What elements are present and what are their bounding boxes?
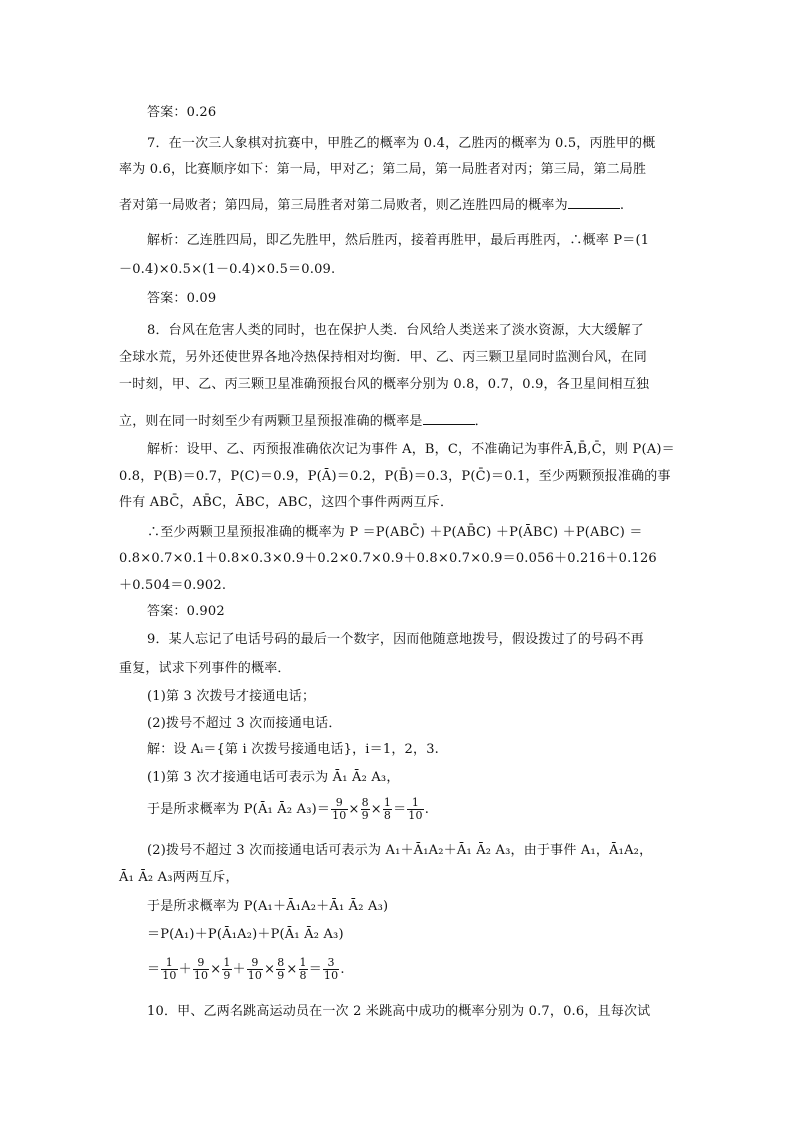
q8-solution-line-3: 件有 ABC̄，AB̄C，ĀBC，ABC，这四个事件两两互斥． bbox=[119, 495, 454, 510]
q8-line-2: 全球水荒，另外还使世界各地冷热保持相对均衡．甲、乙、丙三颗卫星同时监测台风，在同 bbox=[119, 350, 648, 365]
fraction bbox=[361, 797, 370, 822]
fraction-denominator: 10 bbox=[332, 809, 347, 822]
q7-solution-line-1: 解析：乙连胜四局，即乙先胜甲，然后胜丙，接着再胜甲，最后再胜丙，∴概率 P＝(1 bbox=[147, 233, 650, 248]
q7-tail: . bbox=[619, 198, 625, 213]
fraction-operator: × bbox=[264, 962, 276, 977]
fraction bbox=[383, 797, 392, 822]
fraction-numerator: 1 bbox=[383, 796, 392, 809]
q8-solution-line-4: ∴至少两颗卫星预报准确的概率为 P ＝P(ABC̄) ＋P(AB̄C) ＋P(ĀBC) ＋P(ABC) ＝ bbox=[147, 525, 643, 540]
q7-line-3 bbox=[119, 196, 624, 215]
fraction-numerator: 8 bbox=[361, 796, 369, 809]
fraction-operator: × bbox=[286, 962, 298, 977]
fraction-operator: × bbox=[210, 962, 222, 977]
fraction-denominator: 9 bbox=[277, 969, 285, 982]
q8-tail: ． bbox=[474, 414, 488, 429]
answer-8: 答案：0.902 bbox=[147, 604, 225, 619]
q8-line-4 bbox=[119, 412, 488, 431]
fraction-denominator: 9 bbox=[223, 969, 231, 982]
fraction bbox=[222, 957, 231, 982]
q9-1-tail: . bbox=[424, 802, 430, 817]
q7-solution-line-2: －0.4)×0.5×(1－0.4)×0.5＝0.09. bbox=[119, 262, 336, 277]
q8-line-3: 一时刻，甲、乙、丙三颗卫星准确预报台风的概率分别为 0.8，0.7，0.9，各卫星间相互独 bbox=[119, 377, 650, 392]
fraction-operator: ＝ bbox=[308, 962, 322, 977]
fraction bbox=[276, 957, 285, 982]
fraction-numerator: 1 bbox=[223, 956, 231, 969]
q9-solution-line-3-text: 于是所求概率为 P(Ā₁ Ā₂ A₃)＝ bbox=[147, 802, 331, 817]
q8-line-1: 8．台风在危害人类的同时，也在保护人类．台风给人类送来了淡水资源，大大缓解了 bbox=[147, 323, 644, 338]
q9-solution-line-3 bbox=[147, 797, 429, 822]
fraction-denominator: 8 bbox=[299, 969, 307, 982]
q9-part-1: (1)第 3 次拨号才接通电话； bbox=[147, 689, 316, 704]
fraction-denominator: 9 bbox=[361, 809, 369, 822]
q9-solution-line-8 bbox=[147, 957, 345, 982]
fraction bbox=[247, 957, 263, 982]
fraction-numerator: 9 bbox=[193, 957, 209, 970]
fraction-numerator: 3 bbox=[323, 957, 339, 970]
q7-line-1: 7．在一次三人象棋对抗赛中，甲胜乙的概率为 0.4，乙胜丙的概率为 0.5，丙胜甲的概 bbox=[147, 136, 656, 151]
q9-solution-line-5: Ā₁ Ā₂ A₃两两互斥， bbox=[119, 870, 239, 885]
fraction-numerator: 8 bbox=[277, 956, 285, 969]
fraction-numerator: 1 bbox=[407, 797, 423, 810]
q8-solution-line-6: ＋0.504＝0.902. bbox=[119, 578, 227, 593]
fraction bbox=[331, 797, 347, 822]
fraction-operator: ＋ bbox=[232, 962, 246, 977]
q9-solution-line-1: 解：设 Aᵢ＝{第 i 次拨号接通电话}，i＝1，2，3. bbox=[147, 742, 440, 757]
fraction bbox=[323, 957, 339, 982]
q9-fraction-expression-1 bbox=[330, 796, 425, 822]
fraction-denominator: 10 bbox=[162, 969, 177, 982]
answer-7: 答案：0.09 bbox=[147, 291, 217, 306]
q9-solution-line-8-text: ＝ bbox=[147, 962, 161, 977]
fraction-denominator: 10 bbox=[247, 969, 263, 982]
fraction-denominator: 10 bbox=[323, 969, 339, 982]
q9-solution-line-2: (1)第 3 次才接通电话可表示为 Ā₁ Ā₂ A₃， bbox=[147, 770, 400, 785]
fraction-numerator: 9 bbox=[247, 957, 263, 970]
q10-line-1: 10．甲、乙两名跳高运动员在一次 2 米跳高中成功的概率分别为 0.7，0.6，且每次试 bbox=[147, 1004, 651, 1019]
q9-part-2: (2)拨号不超过 3 次而接通电话． bbox=[147, 716, 342, 731]
q7-answer-blank bbox=[568, 196, 620, 209]
q8-solution-line-5: 0.8×0.7×0.1＋0.8×0.3×0.9＋0.2×0.7×0.9＋0.8×0.7×0.9＝0.056＋0.216＋0.126 bbox=[119, 551, 657, 566]
q9-line-1: 9．某人忘记了电话号码的最后一个数字，因而他随意地拨号，假设拨过了的号码不再 bbox=[147, 632, 644, 647]
q7-line-2: 率为 0.6，比赛顺序如下：第一局，甲对乙；第二局，第一局胜者对丙；第三局，第二局胜 bbox=[119, 162, 647, 177]
fraction-denominator: 8 bbox=[383, 809, 392, 822]
q8-answer-blank bbox=[423, 412, 475, 425]
fraction-numerator: 1 bbox=[161, 957, 177, 970]
fraction-operator: × bbox=[348, 802, 360, 817]
q8-solution-line-1: 解析：设甲、乙、丙预报准确依次记为事件 A，B，C，不准确记为事件Ā,B̄,C̄，则 P(A)＝ bbox=[147, 442, 675, 457]
fraction-denominator: 10 bbox=[408, 809, 423, 822]
q9-2-tail: . bbox=[340, 962, 345, 977]
fraction bbox=[299, 957, 308, 982]
q7-line-3-text: 者对第一局败者；第四局，第三局胜者对第二局败者，则乙连胜四局的概率为 bbox=[119, 198, 568, 213]
fraction bbox=[407, 797, 423, 822]
fraction bbox=[193, 957, 209, 982]
fraction-operator: ＝ bbox=[393, 802, 407, 817]
fraction-operator: × bbox=[370, 802, 382, 817]
q9-fraction-expression-2 bbox=[160, 956, 340, 982]
fraction-numerator: 9 bbox=[331, 797, 347, 810]
fraction-operator: ＋ bbox=[178, 962, 192, 977]
q9-solution-line-4: (2)拨号不超过 3 次而接通电话可表示为 A₁＋Ā₁A₂＋Ā₁ Ā₂ A₃，由于事件 A₁，Ā₁A₂， bbox=[147, 843, 653, 858]
q8-line-4-text: 立，则在同一时刻至少有两颗卫星预报准确的概率是 bbox=[119, 414, 423, 429]
q9-line-2: 重复，试求下列事件的概率． bbox=[119, 661, 291, 676]
answer-6: 答案：0.26 bbox=[147, 105, 217, 120]
q9-solution-line-6: 于是所求概率为 P(A₁＋Ā₁A₂＋Ā₁ Ā₂ A₃) bbox=[147, 899, 389, 914]
fraction bbox=[161, 957, 177, 982]
q9-solution-line-7: ＝P(A₁)＋P(Ā₁A₂)＋P(Ā₁ Ā₂ A₃) bbox=[147, 927, 344, 942]
fraction-denominator: 10 bbox=[193, 969, 209, 982]
q8-solution-line-2: 0.8，P(B)＝0.7，P(C)＝0.9，P(Ā)＝0.2，P(B̄)＝0.3，P(C̄)＝0.1，至少两颗预报准确的事 bbox=[119, 469, 671, 484]
fraction-numerator: 1 bbox=[299, 956, 307, 969]
